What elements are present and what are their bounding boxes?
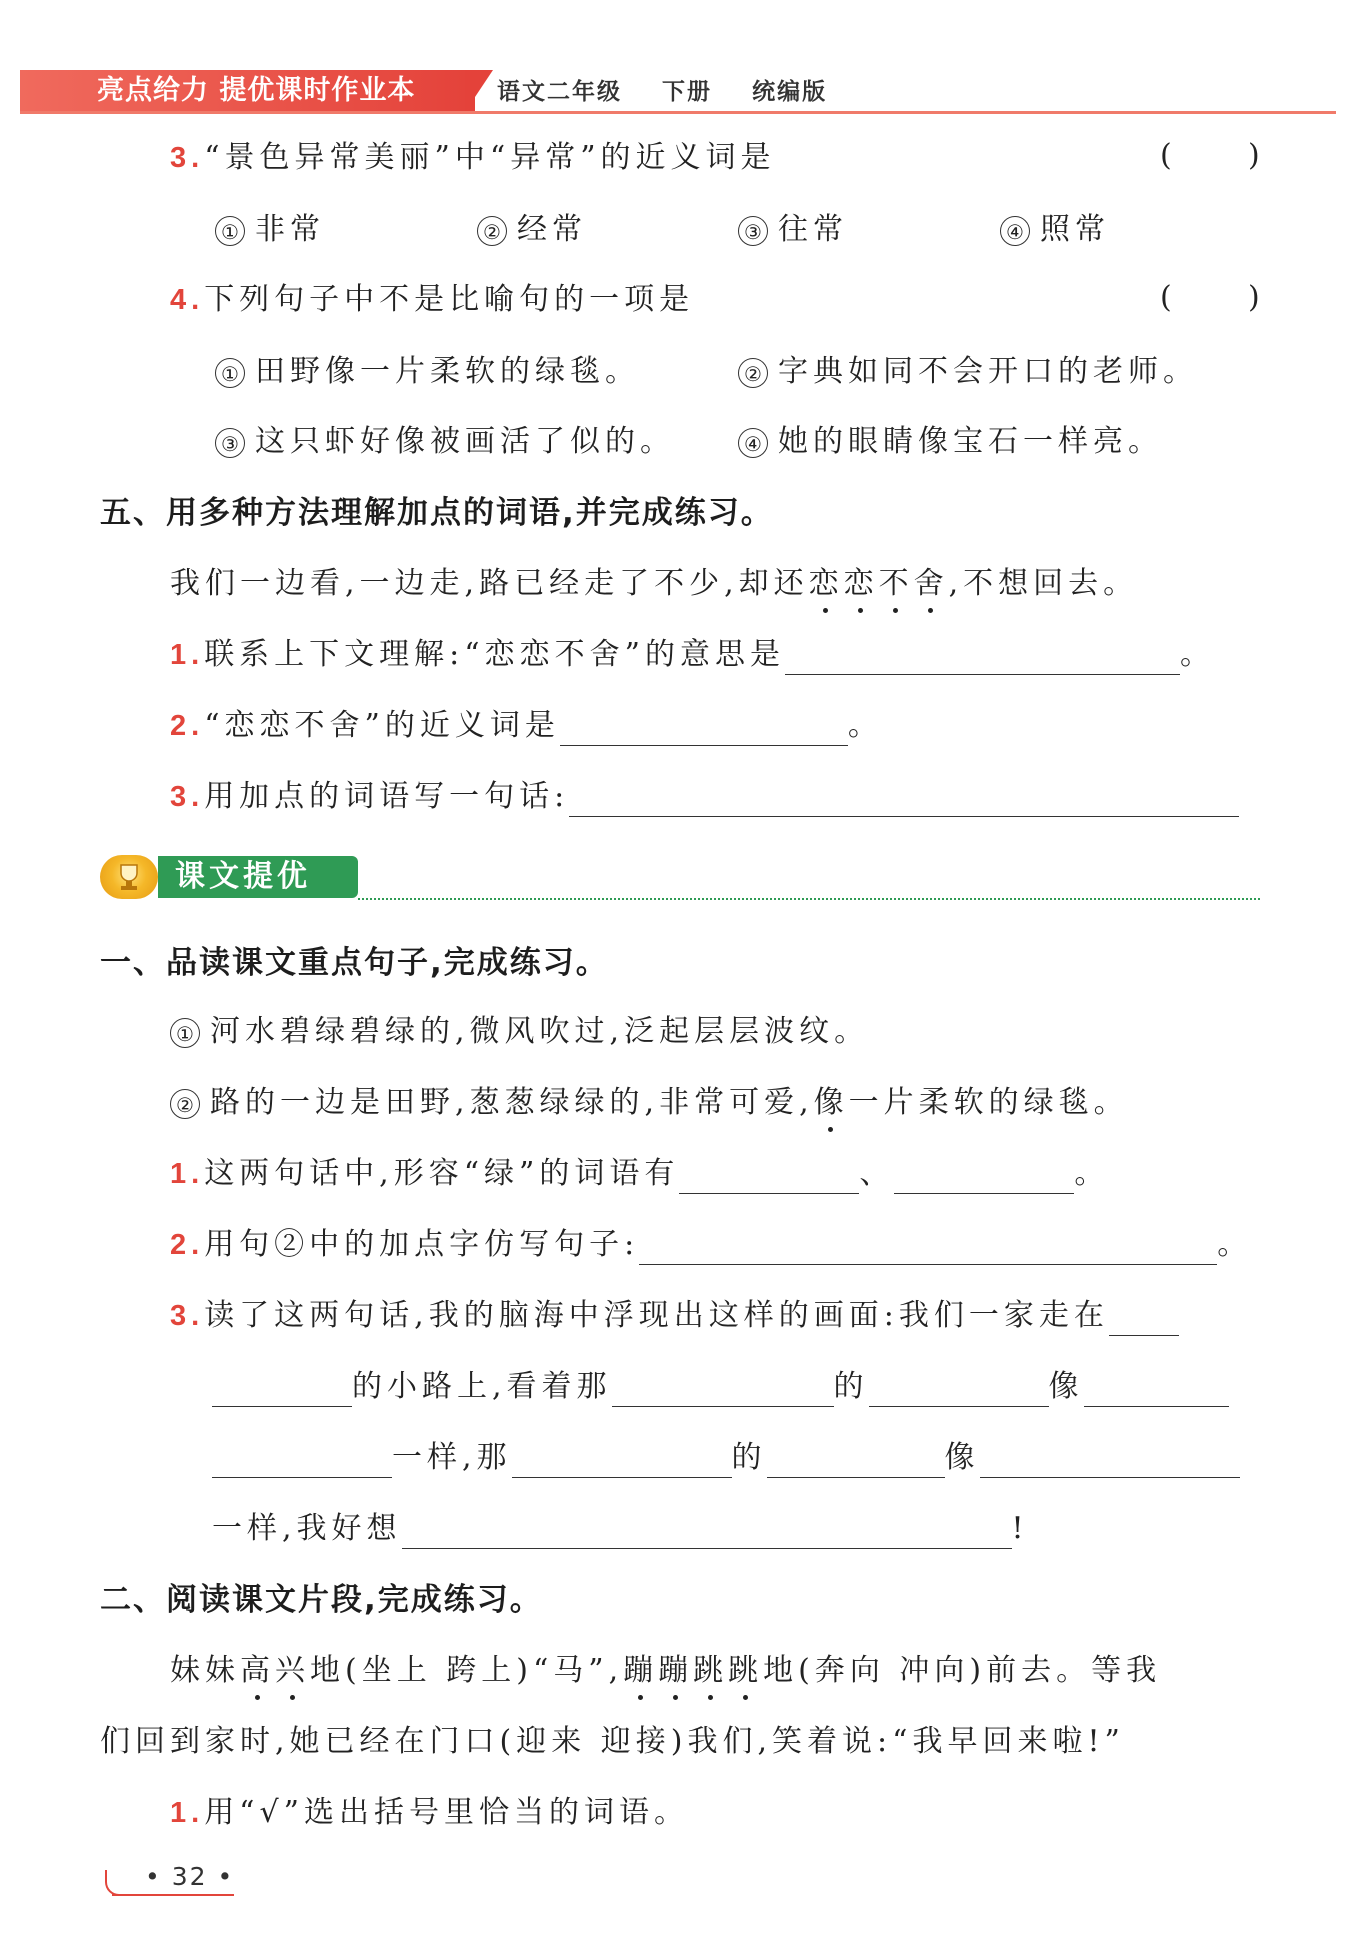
section-5-heading: 五、用多种方法理解加点的词语,并完成练习。 xyxy=(100,495,774,531)
sentence-text: 一片柔软的绿毯。 xyxy=(848,1085,1129,1120)
p1-question-2 xyxy=(170,1225,1252,1265)
section-banner-label: 课文提优 xyxy=(175,859,311,894)
punctuation: 。 xyxy=(1217,1227,1253,1262)
answer-blank[interactable] xyxy=(1084,1372,1229,1407)
option-marker: ① xyxy=(215,216,245,246)
answer-blank[interactable] xyxy=(612,1372,834,1407)
answer-paren-close: ) xyxy=(1248,138,1260,173)
q3-option-2 xyxy=(477,210,587,250)
option-marker: ③ xyxy=(738,216,768,246)
s5-question-3 xyxy=(170,777,1239,817)
key-sentence-1 xyxy=(170,1012,869,1052)
q4-option-1 xyxy=(215,352,640,392)
q4-option-3 xyxy=(215,422,675,462)
volume-label: 下册 xyxy=(662,79,713,105)
answer-blank[interactable] xyxy=(980,1443,1240,1478)
passage-line-2: 们回到家时,她已经在门口(迎来 迎接)我们,笑着说:“我早回来啦!” xyxy=(100,1724,1125,1759)
answer-blank[interactable] xyxy=(212,1443,392,1478)
question-number: 1. xyxy=(170,1797,205,1829)
page-number-rule xyxy=(112,1894,234,1896)
fill-text: 像 xyxy=(944,1440,980,1475)
p1-q3-line-4 xyxy=(212,1509,1029,1549)
dotted-char: 高 xyxy=(240,1651,275,1691)
question-text: “恋恋不舍”的近义词是 xyxy=(204,708,560,743)
answer-blank[interactable] xyxy=(767,1443,945,1478)
option-marker: ② xyxy=(477,216,507,246)
answer-blank[interactable] xyxy=(785,640,1180,675)
page-number-ornament xyxy=(105,1870,129,1896)
option-text: 田野像一片柔软的绿毯。 xyxy=(255,354,640,389)
q4-option-4 xyxy=(738,422,1163,462)
answer-blank[interactable] xyxy=(639,1230,1217,1265)
question-number: 1. xyxy=(170,1158,205,1190)
passage-text: 地(坐上 跨上)“马”, xyxy=(310,1653,624,1688)
answer-blank[interactable] xyxy=(212,1372,352,1407)
answer-blank[interactable] xyxy=(512,1443,732,1478)
sentence-text: 河水碧绿碧绿的,微风吹过,泛起层层波纹。 xyxy=(210,1014,870,1049)
answer-blank[interactable] xyxy=(569,782,1239,817)
book-title: 亮点给力 提优课时作业本 xyxy=(97,75,416,106)
answer-blank[interactable] xyxy=(402,1514,1012,1549)
option-marker: ④ xyxy=(1000,216,1030,246)
sentence-marker: ② xyxy=(170,1089,200,1119)
s5-question-1 xyxy=(170,635,1215,675)
punctuation: 。 xyxy=(1179,637,1215,672)
question-text: “景色异常美丽”中“异常”的近义词是 xyxy=(204,140,776,175)
option-marker: ④ xyxy=(738,428,768,458)
dotted-char: 像 xyxy=(814,1083,849,1123)
q3-option-3 xyxy=(738,210,848,250)
question-text: 这两句话中,形容“绿”的词语有 xyxy=(204,1156,680,1191)
key-sentence-2 xyxy=(170,1083,1129,1123)
answer-blank[interactable] xyxy=(1109,1301,1179,1336)
section-5-passage xyxy=(170,564,1138,604)
q4-option-2 xyxy=(738,352,1198,392)
dotted-char: 不 xyxy=(879,564,914,604)
sentence-marker: ① xyxy=(170,1018,200,1048)
dotted-char: 跳 xyxy=(693,1651,728,1691)
p1-q3-line-3 xyxy=(212,1438,1240,1478)
passage-line-1 xyxy=(170,1651,1161,1691)
header-rule xyxy=(20,111,1336,114)
q3-option-1 xyxy=(215,210,325,250)
option-marker: ① xyxy=(215,358,245,388)
dotted-char: 跳 xyxy=(728,1651,763,1691)
option-text: 往常 xyxy=(778,212,848,247)
question-number: 3. xyxy=(170,1300,205,1332)
option-text: 这只虾好像被画活了似的。 xyxy=(255,424,675,459)
dotted-char: 恋 xyxy=(844,564,879,604)
book-subtitle xyxy=(497,74,827,110)
page-number: • 32 • xyxy=(145,1862,235,1891)
q3-option-4 xyxy=(1000,210,1110,250)
answer-blank[interactable] xyxy=(679,1159,859,1194)
question-text: 用“√”选出括号里恰当的词语。 xyxy=(204,1795,689,1830)
option-marker: ② xyxy=(738,358,768,388)
answer-blank[interactable] xyxy=(560,711,848,746)
option-marker: ③ xyxy=(215,428,245,458)
fill-text: 一样,那 xyxy=(392,1440,512,1475)
p1-q3-line-2 xyxy=(212,1367,1229,1407)
fill-text: 一样,我好想 xyxy=(212,1511,402,1546)
part-2-heading: 二、阅读课文片段,完成练习。 xyxy=(100,1582,543,1618)
p1-question-3 xyxy=(170,1296,1179,1336)
question-number: 4. xyxy=(170,284,205,316)
fill-text: 的小路上,看着那 xyxy=(352,1369,612,1404)
dotted-char: 蹦 xyxy=(623,1651,658,1691)
subject-label: 语文二年级 xyxy=(497,79,622,105)
question-text: 联系上下文理解:“恋恋不舍”的意思是 xyxy=(204,637,785,672)
question-number: 2. xyxy=(170,1229,205,1261)
banner-dotted-rule xyxy=(358,898,1260,900)
header-band-slant xyxy=(465,70,493,112)
punctuation: ! xyxy=(1011,1511,1029,1546)
answer-blank[interactable] xyxy=(869,1372,1049,1407)
answer-paren-open: ( xyxy=(1160,280,1172,315)
passage-text: 妹妹 xyxy=(170,1653,240,1688)
question-number: 3. xyxy=(170,781,205,813)
fill-text: 的 xyxy=(833,1369,869,1404)
option-text: 她的眼睛像宝石一样亮。 xyxy=(778,424,1163,459)
edition-label: 统编版 xyxy=(752,79,828,105)
dotted-char: 恋 xyxy=(809,564,844,604)
fill-text: 的 xyxy=(731,1440,767,1475)
p1-question-1 xyxy=(170,1154,1109,1194)
passage-text: 地(奔向 冲向)前去。等我 xyxy=(763,1653,1162,1688)
part-1-heading: 一、品读课文重点句子,完成练习。 xyxy=(100,945,609,981)
trophy-icon xyxy=(100,855,158,899)
question-number: 1. xyxy=(170,639,205,671)
answer-blank[interactable] xyxy=(894,1159,1074,1194)
option-text: 经常 xyxy=(517,212,587,247)
question-3 xyxy=(170,138,776,178)
punctuation: 、 xyxy=(859,1156,895,1191)
punctuation: 。 xyxy=(847,708,883,743)
dotted-char: 舍 xyxy=(914,564,949,604)
question-number: 2. xyxy=(170,710,205,742)
trophy-icon-graphic xyxy=(100,855,158,899)
passage-text: ,不想回去。 xyxy=(948,566,1139,601)
question-4 xyxy=(170,280,694,320)
question-number: 3. xyxy=(170,142,205,174)
answer-paren-close: ) xyxy=(1248,280,1260,315)
option-text: 字典如同不会开口的老师。 xyxy=(778,354,1198,389)
p2-question-1 xyxy=(170,1793,689,1833)
passage-text: 我们一边看,一边走,路已经走了不少,却还 xyxy=(170,566,809,601)
s5-question-2 xyxy=(170,706,883,746)
question-text: 用加点的词语写一句话: xyxy=(204,779,570,814)
fill-text: 像 xyxy=(1048,1369,1084,1404)
option-text: 照常 xyxy=(1040,212,1110,247)
question-text: 下列句子中不是比喻句的一项是 xyxy=(204,282,695,317)
sentence-text: 路的一边是田野,葱葱绿绿的,非常可爱, xyxy=(210,1085,814,1120)
punctuation: 。 xyxy=(1074,1156,1110,1191)
answer-paren-open: ( xyxy=(1160,138,1172,173)
question-text: 用句②中的加点字仿写句子: xyxy=(204,1227,640,1262)
dotted-char: 兴 xyxy=(275,1651,310,1691)
dotted-char: 蹦 xyxy=(658,1651,693,1691)
question-text: 读了这两句话,我的脑海中浮现出这样的画面:我们一家走在 xyxy=(204,1298,1109,1333)
option-text: 非常 xyxy=(255,212,325,247)
